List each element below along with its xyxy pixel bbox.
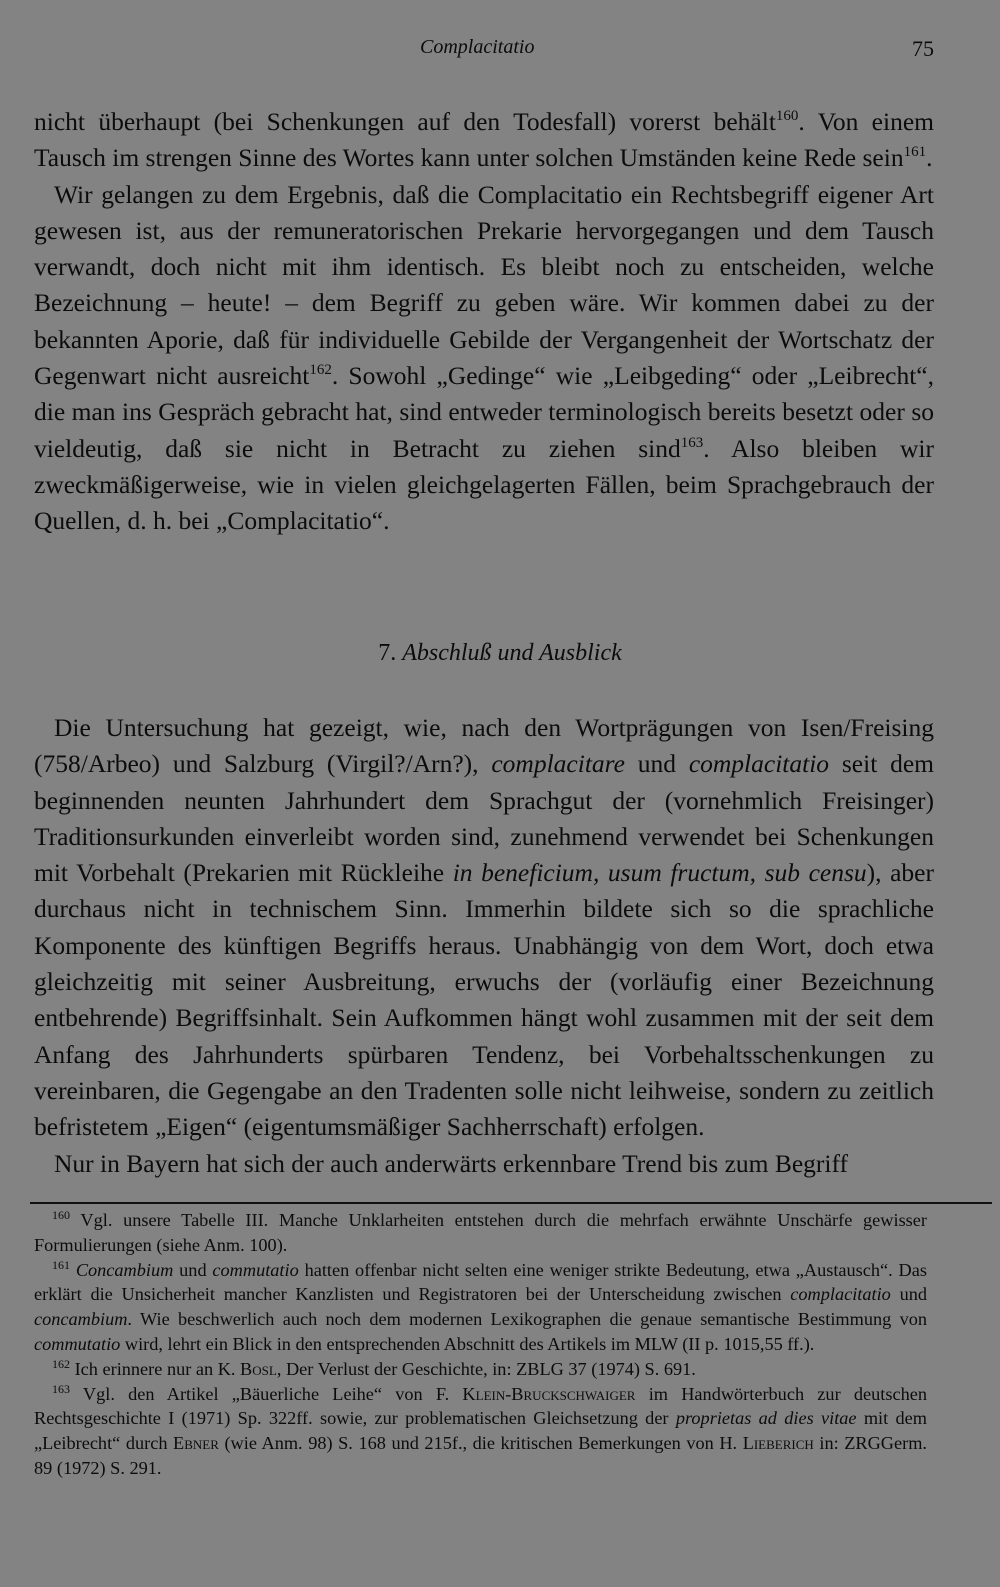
footnote-ref-160[interactable]: 160 <box>775 108 799 124</box>
section-title: Abschluß und Ausblick <box>402 640 622 666</box>
running-title: Complacitatio <box>420 36 535 58</box>
paragraph-2: Wir gelangen zu dem Ergebnis, daß die Complacitatio ein Rechtsbegriff eigener Art gewesen ist, aus der remuneratorischen Prekarie hervorgegangen und dem Tausch verwandt, doch nicht mit ihm identisch. Es bleibt noch zu entscheiden, welche Bezeichnung – heute! – dem Begriff zu geben wäre. Wir kommen dabei zu der bekannten Aporie, daß für individuelle Gebilde der Vergangenheit der Wortschatz der Gegenwart nicht ausreicht$^{162}$. Sowohl „Gedinge“ wie „Leibgeding“ oder „Leibrecht“, die man ins Gespräch gebracht hat, sind entweder terminologisch bereits besetzt oder so vieldeutig, daß sie nicht in Betracht zu ziehen sind$^{163}$. Also bleiben wir zweckmäßigerweise, wie in vielen gleichgelagerten Fällen, beim Sprachgebrauch der Quellen, d. h. bei „Complacitatio“. <box>34 179 934 536</box>
footnote-161: $^{161}$ Concambium und commutatio hatten offenbar nicht selten eine weniger strikte Bedeutung, etwa „Austausch“. Das erklärt die Unsicherheit mancher Kanzlisten und Registratoren bei der Unterscheidung zwischen complacitatio und concambium. Wie beschwerlich auch noch dem modernen Lexikographen die genaue semantische Bestimmung von commutatio wird, lehrt ein Blick in den entsprechenden Abschnitt des Artikels im MLW (II p. 1015,55 ff.). <box>34 1257 927 1354</box>
body-text-upper <box>34 104 934 540</box>
footnotes <box>34 1208 927 1481</box>
body-text-lower <box>34 710 934 1182</box>
footnote-163: $^{163}$ Vgl. den Artikel „Bäuerliche Leihe“ von F. Klein-Bruckschwaiger im Handwörterbuch zur deutschen Rechtsgeschichte I (1971) Sp. 322ff. sowie, zur problematischen Gleichsetzung der proprietas ad dies vitae mit dem „Leibrecht“ durch Ebner (wie Anm. 98) S. 168 und 215f., die kritischen Bemerkungen von H. Lieberich in: ZRGGerm. 89 (1972) S. 291. <box>34 1381 928 1478</box>
footnote-ref-161[interactable]: 161 <box>903 144 927 161</box>
footnote-divider <box>30 1202 992 1204</box>
paragraph-4: Nur in Bayern hat sich der auch anderwärts erkennbare Trend bis zum Begriff <box>54 1148 849 1178</box>
section-number: 7. <box>378 640 397 666</box>
page-number: 75 <box>912 36 934 61</box>
footnote-ref-163[interactable]: 163 <box>680 434 704 451</box>
paragraph-1: nicht überhaupt (bei Schenkungen auf den Todesfall) vorerst behält$^{160}$. Von einem Tausch im strengen Sinne des Wortes kann unter solchen Umständen keine Rede sein$^{161}$. <box>34 107 934 173</box>
paragraph-3: Die Untersuchung hat gezeigt, wie, nach den Wortprägungen von Isen/Freising (758/Arbeo) und Salzburg (Virgil?/Arn?), complacitare und complacitatio seit dem beginnenden neunten Jahrhundert dem Sprachgut der (vornehmlich Freisinger) Traditionsurkunden einverleibt worden sind, zunehmend verwendet bei Schenkungen mit Vorbehalt (Prekarien mit Rückleihe in beneficium, usum fructum, sub censu), aber durchaus nicht in technischem Sinn. Immerhin bildete sich so die sprachliche Komponente des künftigen Begriffs heraus. Unabhängig von dem Wort, doch etwa gleichzeitig mit seiner Ausbreitung, erwuchs der (vorläufig einer Bezeichnung entbehrende) Begriffsinhalt. Sein Aufkommen hängt wohl zusammen mit der seit dem Anfang des Jahrhunderts spürbaren Tendenz, bei Vorbehaltsschenkungen zu vereinbaren, die Gegengabe an den Tradenten solle nicht leihweise, sondern zu zeitlich befristetem „Eigen“ (eigentumsmäßiger Sachherrschaft) erfolgen. <box>34 713 934 1142</box>
footnote-160: $^{160}$ Vgl. unsere Tabelle III. Manche Unklarheiten entstehen durch die mehrfach erwähnte Unschärfe gewisser Formulierungen (siehe Anm. 100). <box>34 1208 928 1255</box>
footnote-162: $^{162}$ Ich erinnere nur an K. Bosl, Der Verlust der Geschichte, in: ZBLG 37 (1974) S. 691. <box>52 1356 696 1379</box>
section-heading <box>0 640 1000 667</box>
footnote-ref-162[interactable]: 162 <box>309 362 332 379</box>
